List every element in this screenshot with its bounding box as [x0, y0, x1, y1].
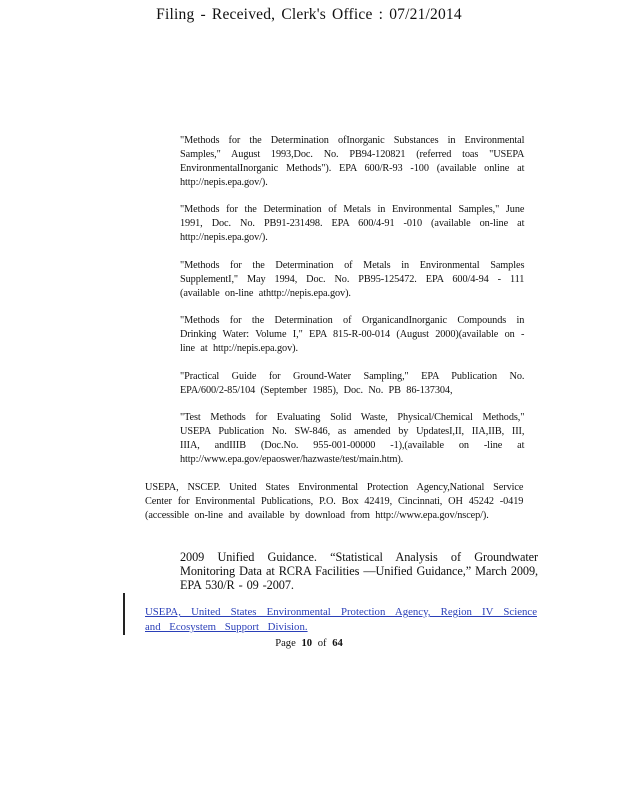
page-label: Page — [275, 638, 296, 649]
reference-inorganic-methods: "Methods for the Determination ofInorganic Substances in Environmental Samples," August 1993,Doc. No. PB94-120821 (referred toas "USEPA EnvironmentalInorganic Methods"). EPA 600/R-93 -100 (available online at http://nepis.epa.gov/). — [180, 135, 525, 188]
reference-groundwater-sampling-guide: "Practical Guide for Ground-Water Sampling," EPA Publication No. EPA/600/2-85/104 (September 1985), Doc. No. PB 86-137304, — [180, 371, 525, 396]
of-label: of — [317, 638, 327, 649]
margin-change-bar — [123, 593, 125, 635]
reference-usepa-nscep: USEPA, NSCEP. United States Environmental Protection Agency,National Service Center for Environmental Publications, P.O. Box 42419, Cincinnati, OH 45242 -0419 (accessible on-line and available by download from http://www.epa.gov/nscep/). — [145, 482, 524, 521]
page-footer — [0, 638, 618, 649]
reference-region-iv-link[interactable]: USEPA, United States Environmental Protection Agency, Region IV Science and Ecosystem Support Division. — [145, 606, 537, 633]
reference-unified-guidance: 2009 Unified Guidance. “Statistical Analysis of Groundwater Monitoring Data at RCRA Facilities —Unified Guidance,” March 2009, EPA 530/R - 09 -2007. — [180, 550, 538, 592]
reference-metals-supplement: "Methods for the Determination of Metals in Environmental Samples SupplementI," May 1994, Doc. No. PB95-125472. EPA 600/4-94 - 111 (available on-line athttp://nepis.epa.gov). — [180, 260, 525, 299]
filing-stamp-header: Filing - Received, Clerk's Office : 07/21/2014 — [156, 6, 462, 23]
page-total: 64 — [332, 638, 343, 649]
reference-drinking-water-methods: "Methods for the Determination of OrganicandInorganic Compounds in Drinking Water: Volume I," EPA 815-R-00-014 (August 2000)(available on -line at http://nepis.epa.gov). — [180, 315, 525, 354]
reference-metals-methods: "Methods for the Determination of Metals in Environmental Samples," June 1991, Doc. No. PB91-231498. EPA 600/4-91 -010 (available on-line at http://nepis.epa.gov/). — [180, 204, 525, 243]
page-number: 10 — [301, 638, 313, 649]
reference-sw846-test-methods: "Test Methods for Evaluating Solid Waste, Physical/Chemical Methods," USEPA Publication No. SW-846, as amended by UpdatesI,II, IIA,IIB, III, IIIA, andIIIB (Doc.No. 955-001-00000 -1),(available on -line at http://www.epa.gov/epaoswer/hazwaste/test/main.htm). — [180, 412, 525, 465]
